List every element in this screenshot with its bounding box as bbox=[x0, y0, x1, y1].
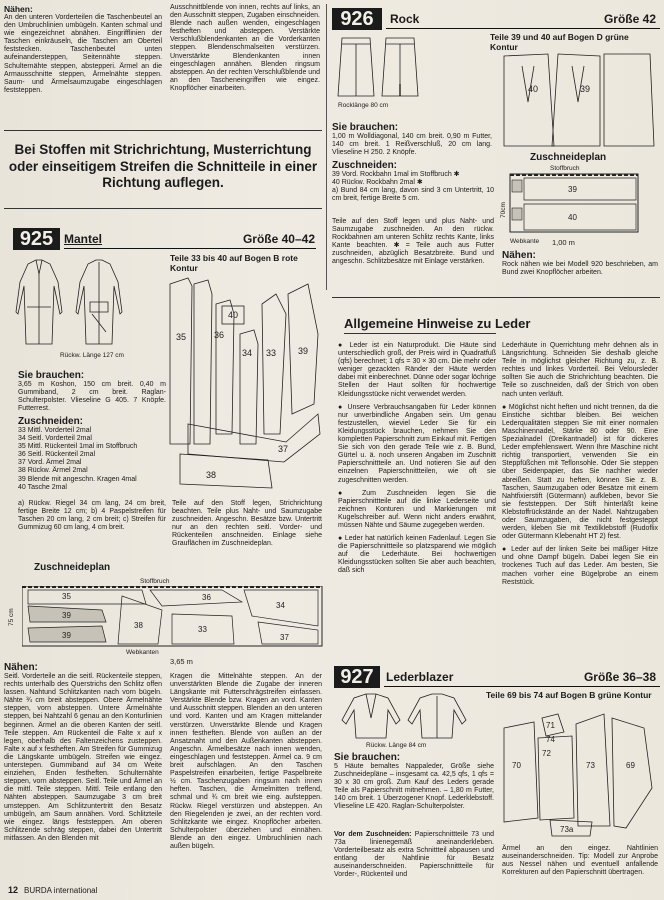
top-naehen-heading: Nähen: bbox=[4, 4, 33, 14]
banner-rule-bottom bbox=[4, 208, 322, 209]
plan-fold-926: Stoffbruch bbox=[550, 165, 580, 172]
model-size-925: Größe 40–42 bbox=[242, 232, 315, 246]
brauchen-text-927: 5 Häute bemaltes Nappaleder, Größe siehe Zuschneidepläne – insgesamt ca. 42,5 qfs, 1 qfs = 30 x 30 cm groß. Zum Kauf des Leders gerade Teile als Papierschnitt mitnehmen. – 1,80 m Futter, 140 cm breit. 1 Überzogener Knopf. Lederklebstoff. Vlieseline LE 420. Raglan-Schulterpolster. bbox=[334, 763, 494, 811]
zuschneiden-heading-925: Zuschneiden: bbox=[18, 416, 84, 427]
piece-label-70: 70 bbox=[512, 761, 521, 770]
plan-label-40-926: 40 bbox=[568, 213, 577, 222]
leder-para: ● Zum Zuschneiden legen Sie die Papierschnittteile auf die linke Lederseite und zeichnen Konturen und Markierungen mit Kugelschreiber auf. Wenn nicht anders erwähnt, müssen Nähte und Säume zugegeben werden. bbox=[338, 489, 496, 529]
piece-label-39: 39 bbox=[298, 346, 309, 356]
zuschneiden-list-925 bbox=[18, 427, 168, 492]
zuschneiden-item: 34 Seitl. Vorderteil 2mal bbox=[18, 435, 92, 443]
leder-heading-rule bbox=[344, 333, 496, 334]
plan-label-39b: 39 bbox=[62, 631, 71, 640]
piece-label-71: 71 bbox=[546, 721, 555, 730]
plan-label-39a: 39 bbox=[62, 611, 71, 620]
piece-label-37: 37 bbox=[278, 444, 289, 454]
leder-rule-top bbox=[332, 297, 660, 298]
top-mid-text: Ausschnittblende von innen, rechts auf links, an den Ausschnitt steppen, Zugaben einschneiden. Blende nach außen wenden, eingeschlagen festheften und absteppen. Verstärkte Verschlußblendenkanten an die Vorderkanten steppen. Blendenschmalseiten verstürzen. Unverstärkte Blendenkanten innen eingeschlagen annähen. Blenden ringsum absteppen. An der rechten Verschlußblende und an den Tascheneingriffen wie eingez. Knopflöcher einarbeiten. bbox=[170, 4, 320, 92]
cutting-plan-925 bbox=[22, 586, 324, 648]
column-divider bbox=[326, 4, 327, 290]
piece-label-35: 35 bbox=[176, 332, 187, 342]
zuschneiden-heading-926: Zuschneiden: bbox=[332, 160, 398, 171]
leder-para: Lederhäute in Querrichtung mehr dehnen als in Längsrichtung. Schneiden Sie deshalb gleiche Teile in möglichst gleicher Richtung zu, z. B. rechtes und linkes Vorderteil. Bei Veloursleder sollten Sie auch die Strichrichtung beachten. Die Teile so zuschneiden, daß der Strich von oben nach unten verläuft. bbox=[502, 342, 658, 398]
plan-length-926: 1,00 m bbox=[552, 238, 575, 247]
leder-para: ● Leder ist ein Naturprodukt. Die Häute sind unterschiedlich groß, der Preis wird in Quadratfuß (qfs) berechnet; 1 qfs = 30 × 30 cm. Die mehr oder weniger gezackten Ränder der Häute werden dabei mit einberechnet. Dünne oder sogar löchrige Stellen der Haut sollten für hochwertige Kleidungsstücke nicht verwendet werden. bbox=[338, 342, 496, 398]
plan-label-33: 33 bbox=[198, 625, 207, 634]
brauchen-heading-926: Sie brauchen: bbox=[332, 122, 399, 133]
plan-label-38: 38 bbox=[134, 621, 143, 630]
naehen-col1-925: Seitl. Vorderteile an die seitl. Rückenteile steppen, rechts unterhalb des Querstrichs den Schlitz offen lassen. Nahtund Schlitzkanten nach vorn bügeln. Nähte ¾ cm breit absteppen. Obere Ärmelnähte steppen, vorn absteppen. Untere Ärmelnähte steppen, bei Nahtzahl 6 genau an den Konturlinien beginnen. Ärmel an die oberen Kanten der seitl. Teile steppen. Am Rückenteil die Falte x auf x legen, oberhalb des Faltenzeichens zusteppen. Falte x auf x festheften. Am Streifen für Gummizug die Längskante umbügeln. Streifen wie eingez. unterstepen. Gummiband auf 34 cm Weite einziehen, Enden festheften. Schulternähte steppen, vorn absteppen. Seitl. Teile und Ärmel an die mittl. Teile steppen. Mittl. Teile entlang den Nähten absteppen. Saumzugabe 3 cm breit umsteppen. Am Schlitzuntertritt den Besatz umbügeln, am Saum annähen. Vord. Schlitzteile wie eingez. längs feststeppen. Am oberen Schlitzende schräg steppen, dabei den Untertritt mitfassen. An den Blenden mit bbox=[4, 673, 162, 842]
pattern-pieces-927 bbox=[494, 708, 660, 840]
plan-label-36: 36 bbox=[202, 593, 211, 602]
plan-label-39-926: 39 bbox=[568, 185, 577, 194]
header-rule-927 bbox=[384, 686, 660, 687]
leder-para: ● Unsere Verbrauchsangaben für Leder können nur unverbindliche Angaben sein. Um genau festzustellen, wieviel Leder Sie für ein Kleidungsstück brauchen, nehmen Sie den kompletten Papierschnitt zum Einkauf mit. Fertigen Sie sich von den gerade Teile wie z. B. Bund, Gürtel u. ä. noch unseren Angaben im Zuschnitt Papierschnittteile an. Und notieren Sie auf den einzelnen Papierschnittteilen, wie oft sie zugeschnitten werden. bbox=[338, 403, 496, 484]
plan-label-34: 34 bbox=[276, 601, 285, 610]
subtitle-926: Teile 39 und 40 auf Bogen D grüne Kontur bbox=[490, 32, 629, 52]
plan-title-925: Zuschneideplan bbox=[34, 562, 111, 573]
naehen-col2-925: Kragen die Mittelnähte steppen. An der unverstärkten Blende die Zugabe der inneren Längskante mit Futterschrägstreifen einfassen. Verstärkte Blende bzw. Kragen an vord. Kanten und Ausschnitt steppen. Blenden an den unteren und vord. Kanten und am Kragen mittelander verstürzen. Unverstärkte Blende und Kragen innen festheften. Blende von außen an der Ansatznaht und den Außenkanten absteppen. Angeschn. Ärmelbesätze nach innen wenden, eingeschlagen und feststeppen. Ärmel ca. 9 cm breit aufschlagen. An den Taschen Paspelstreifen einarbeiten, fertige Paspelbreite ½ cm. Taschenzugaben ringsum nach innen heften. Taschen, die Ärmelmitten treffend, schmal und ¾ cm breit wie eing. aufsteppen. Rückw. Riegel verstürzen und absteppen. An den Riegelenden je zwei, an der rechten vord. Schlitzkante wie eingez. Knopflöcher arbeiten. Schulterpolster überziehen und einnähen. Blende an den eingez. Umbruchlinien nach außen bügeln. bbox=[170, 673, 322, 850]
piece-label-39-926: 39 bbox=[580, 84, 591, 94]
blazer-sketch bbox=[336, 690, 486, 740]
piece-label-73a: 73a bbox=[560, 825, 574, 834]
pattern-pieces-926 bbox=[500, 52, 660, 148]
leder-para: ● Leder hat natürlich keinen Fadenlauf. Legen Sie die Papierschnittteile so platzsparend wie möglich auf die Lederhäute. Bei hochwertigen Kleidungsstücken sollten Sie aber auch beachten, daß sich bbox=[338, 535, 496, 575]
skirt-sketch bbox=[336, 34, 426, 100]
zuschneiden-item: 33 Mittl. Vorderteil 2mal bbox=[18, 427, 92, 434]
brauchen-text-926: 1,00 m Wolldiagonal, 140 cm breit. 0,90 m Futter, 140 cm breit. 1 Reißverschluß, 20 cm lang. Vlieseline H 250. 2 Knöpfe. bbox=[332, 133, 492, 157]
cutting-plan-926 bbox=[508, 172, 658, 236]
plan-title-926: Zuschneideplan bbox=[530, 152, 607, 163]
header-rule-925 bbox=[64, 248, 316, 249]
naehen-heading-926: Nähen: bbox=[502, 250, 536, 261]
plan-fold-925: Stoffbruch bbox=[140, 578, 170, 585]
right-text-925: Teile auf den Stoff legen, Strichrichtung beachten. Teile plus Naht- und Saumzugabe zuschneiden. Angeschn. Besätze bzw. Untertritt nur an den rechten seitl. Vorder- und Rückenteilen anschneiden. Einlage siehe Grauflächen im Zuschneideplan. bbox=[172, 500, 322, 548]
plan-label-37: 37 bbox=[280, 633, 289, 642]
zuschneiden-item: 38 Rückw. Ärmel 2mal bbox=[18, 467, 88, 475]
model-number-927: 927 bbox=[334, 666, 380, 688]
piece-label-38: 38 bbox=[206, 470, 217, 480]
banner-rule-top bbox=[4, 130, 322, 131]
plan-edge-926: Webkante bbox=[510, 238, 540, 245]
brauchen-heading-925: Sie brauchen: bbox=[18, 370, 85, 381]
zuschneiden-item: 37 Vord. Ärmel 2mal bbox=[18, 459, 82, 467]
piece-label-34: 34 bbox=[242, 348, 253, 358]
back-length-925: Rückw. Länge 127 cm bbox=[60, 352, 124, 359]
top-naehen-text: An den unteren Vorderteilen die Taschenbeutel an den Umbruchlinien umbügeln. Kanten schmal und wie eingezeichnet abnähen. Eingrifflinien der Taschen einkräuseln, die Taschen am Oberteil feststecken. Taschenbeutel unten aufeinandersteppen, Seitennähte steppen. Schulternähte steppen, abstepperi. Ärmel an die Armausschnitte steppen, Ärmelnähte steppen. Saum- und Ärmelsaumzugabe eingeschlagen feststeppen. bbox=[4, 14, 162, 94]
piece-label-36: 36 bbox=[214, 330, 225, 340]
leder-para: ● Leder auf der linken Seite bei mäßiger Hitze und ohne Dampf bügeln. Dabei legen Sie ein trockenes Tuch auf das Leder. Am besten, Sie machen vorher eine Bügelprobe an einem Reststück. bbox=[502, 546, 658, 586]
piece-label-69: 69 bbox=[626, 761, 635, 770]
vorzuschneiden-927: Vor dem Zuschneiden: Papierschnittteile 73 und 73a linienegemäß aneinanderkleben. Vorderteilbesatz als extra Schnittteil abpausen und entlang der Nahtlinie für Besatz auseinanderschneiden. Papierschnittteile für Vorder-, Rückenteil und bbox=[334, 831, 494, 879]
right-text-927: Ärmel an den eingez. Nahtlinien auseinanderschneiden. Tip: Modell zur Anprobe aus Nessel nähen und eventuell anfallende Korrekturen auf den Papierschnitt übertragen. bbox=[502, 845, 658, 877]
plan-width-926: 70cm bbox=[500, 202, 507, 218]
coat-sketch bbox=[6, 252, 166, 352]
extra-text-925: a) Rückw. Riegel 34 cm lang, 24 cm breit, fertige Breite 12 cm; b) 4 Paspelstreifen für Taschen 20 cm lang, 2 cm breit; c) Streifen für Gummizug 60 cm lang, 4 cm breit. bbox=[18, 500, 166, 532]
piece-label-40-926: 40 bbox=[528, 84, 539, 94]
leder-col2 bbox=[502, 342, 658, 587]
model-name-925: Mantel bbox=[64, 232, 103, 246]
model-number-926: 926 bbox=[332, 8, 382, 30]
header-rule-926 bbox=[386, 28, 660, 29]
naehen-text-926: Rock nähen wie bei Modell 920 beschrieben, am Bund zwei Knopflöcher arbeiten. bbox=[502, 261, 658, 277]
piece-label-33: 33 bbox=[266, 348, 277, 358]
model-size-926: Größe 42 bbox=[603, 12, 656, 26]
brauchen-text-925: 3,65 m Koshon, 150 cm breit. 0,40 m Gummiband, 2 cm breit. Raglan-Schulterpolster. Vlieseline G 405. 7 Knöpfe. Futterrest. bbox=[18, 381, 166, 413]
piece-label-40: 40 bbox=[228, 310, 239, 320]
back-length-926: Rocklänge 80 cm bbox=[338, 102, 389, 109]
piece-label-74: 74 bbox=[546, 735, 555, 744]
piece-label-72: 72 bbox=[542, 749, 551, 758]
back-length-927: Rückw. Länge 84 cm bbox=[366, 742, 427, 749]
strichrichtung-banner: Bei Stoffen mit Strichrichtung, Musterrichtung oder einseitigem Streifen die Schnitteile in einer Richtung auflegen. bbox=[8, 142, 318, 190]
zuschneiden-item: 35 Mittl. Rückenteil 1mal im Stoffbruch bbox=[18, 443, 138, 451]
plan-width-925: 75 cm bbox=[8, 608, 15, 626]
zuschneiden-item: 40 Tasche 2mal bbox=[18, 483, 67, 491]
model-number-925: 925 bbox=[13, 228, 60, 250]
plan-length-925: 3,65 m bbox=[170, 657, 193, 666]
plan-edge-925: Webkanten bbox=[126, 649, 159, 656]
brauchen-heading-927: Sie brauchen: bbox=[334, 752, 401, 763]
leder-heading: Allgemeine Hinweise zu Leder bbox=[344, 316, 531, 331]
publication-name: BURDA international bbox=[24, 886, 98, 895]
zuschneiden-text-926: 39 Vord. Rockbahn 1mal im Stoffbruch ✱ 40 Rückw. Rockbahn 2mal ✱ a) Bund 84 cm lang, davon sind 3 cm Untertritt, 10 cm breit, fertige Breite 5 cm. bbox=[332, 171, 494, 203]
page-number: 12 bbox=[8, 885, 19, 895]
pattern-pieces-925 bbox=[168, 274, 324, 490]
subtitle-927: Teile 69 bis 74 auf Bogen B grüne Kontur bbox=[486, 690, 652, 700]
naehen-heading-925: Nähen: bbox=[4, 662, 38, 673]
model-size-927: Größe 36–38 bbox=[583, 670, 656, 684]
model-name-927: Lederblazer bbox=[386, 670, 454, 684]
model-name-926: Rock bbox=[390, 12, 420, 26]
zuschneiden-item: 39 Blende mit angeschn. Kragen 4mal bbox=[18, 475, 137, 483]
plan-label-35: 35 bbox=[62, 592, 71, 601]
piece-label-73: 73 bbox=[586, 761, 595, 770]
text-926: Teile auf den Stoff legen und plus Naht- und Saumzugabe zuschneiden. An den rückw. Rockbahnen am unteren Schlitz rechts Kante, links Kante beachten. ✱ = Teile auch aus Futter zuschneiden, abzüglich Besatzbreite. Bund und angeschn. Schlitzbesätze mit Einlage verstärken. bbox=[332, 218, 494, 266]
leder-para: ● Möglichst nicht heften und nicht trennen, da die Einstiche sichtbar bleiben. Bei weichen Lederqualitäten steppen Sie mit einer normalen Maschinennadel, Stärke 80 oder 90. Eine Spezialnadel (Dreikantnadel) ist für dickeres Leder empfehlenswert. Wenn Ihre Maschine nicht richtig transportiert, verwenden Sie ein Steppfüßchen mit Teflonsohle. Oder Sie steppen über Seidenpapier, das Sie nachher wieder abreißen. Statt zu heften, können Sie z. B. Taschen, Saumzugaben oder Besätze mit einem Nahtfixierstift (Gütermann) aufkleben, bevor Sie sie feststeppen. Der Stift hinterläßt keine Klebstoffrückstände an der Nadel. Nahtzugaben oder Saumzugaben, die nicht festgesteppt werden, kleben Sie mit Textilklebstoff (Rudoflix oder Gütermann Klebenaht HT 2) fest. bbox=[502, 403, 658, 541]
zuschneiden-item: 36 Seitl. Rückenteil 2mal bbox=[18, 451, 96, 459]
subtitle-925: Teile 33 bis 40 auf Bogen B rote Kontur bbox=[170, 253, 298, 273]
leder-col1 bbox=[338, 342, 496, 576]
